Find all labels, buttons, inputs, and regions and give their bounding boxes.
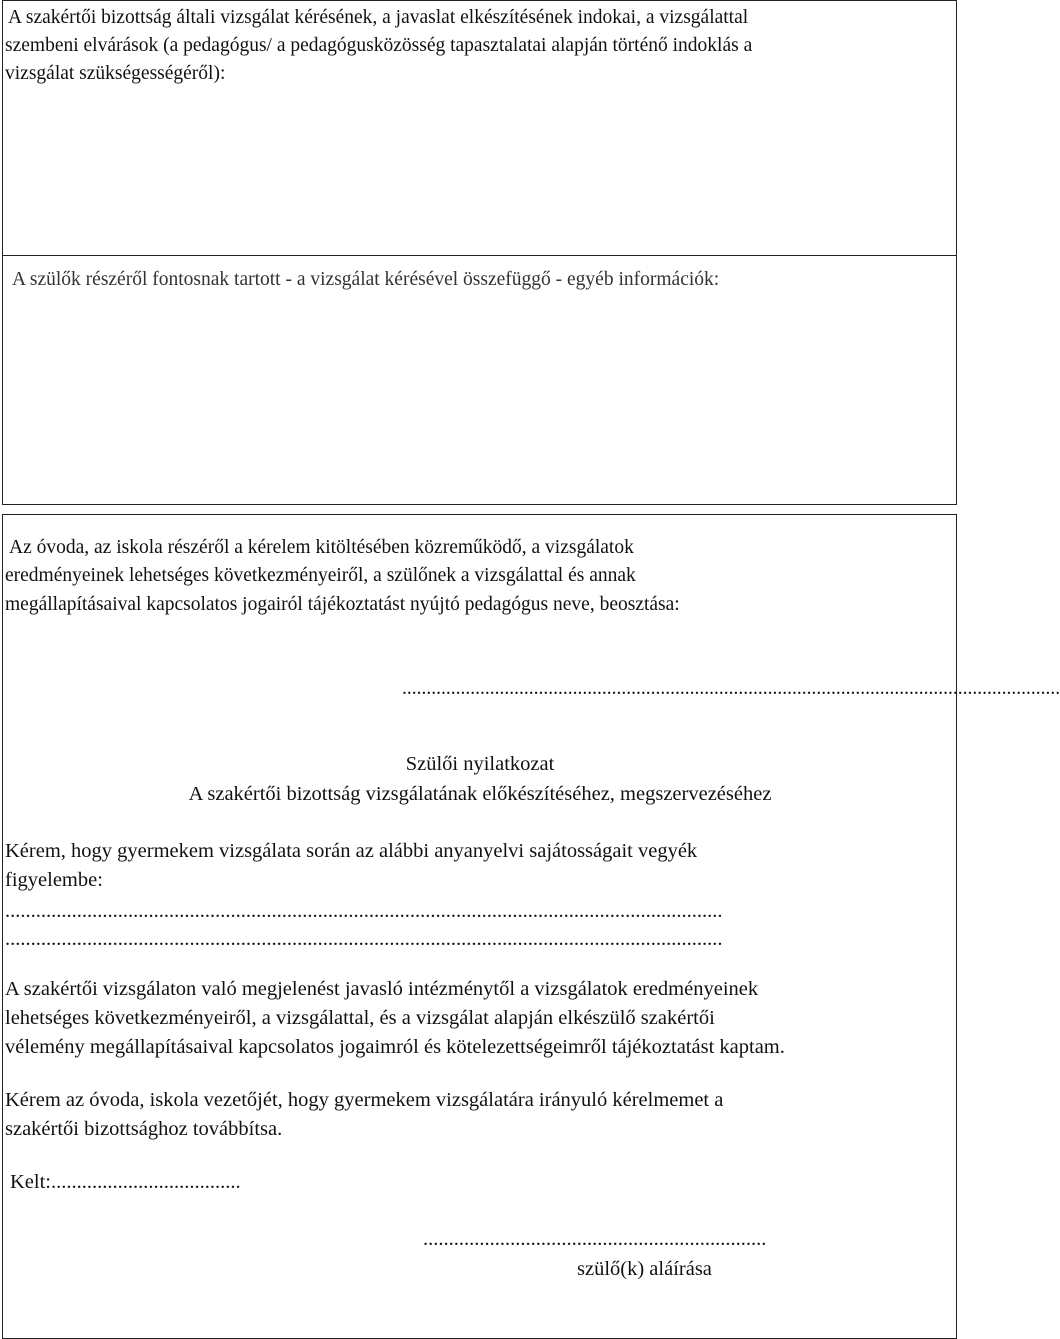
language-request-line-1: Kérem, hogy gyermekem vizsgálata során az alábbi anyanyelvi sajátosságait vegyék [5, 840, 698, 862]
pedagogue-line-3: megállapításaival kapcsolatos jogairól tájékoztatást nyújtó pedagógus neve, beosztása: [5, 594, 680, 615]
forward-request-line-2: szakértői bizottsághoz továbbítsa. [5, 1118, 283, 1140]
signature-field[interactable]: ................................................................... [423, 1228, 767, 1250]
reasons-line-3: vizsgálat szükségességéről): [5, 63, 226, 84]
info-received-line-3: vélemény megállapításaival kapcsolatos jogaimról és kötelezettségeimről tájékoztatást kaptam. [5, 1036, 785, 1058]
pedagogue-line-2: eredményeinek lehetséges következményeiről, a szülőnek a vizsgálattal és annak [5, 565, 636, 586]
parent-info-label: A szülők részéről fontosnak tartott - a vizsgálat kérésével összefüggő - egyéb információk: [12, 269, 720, 290]
language-request-line-2: figyelembe: [5, 869, 103, 891]
info-received-line-2: lehetséges következményeiről, a vizsgálattal, és a vizsgálat alapján elkészülő szakértői [5, 1007, 715, 1029]
info-received-line-1: A szakértői vizsgálaton való megjelenést javasló intézménytől a vizsgálatok eredményeinek [5, 978, 759, 1000]
reasons-line-2: szembeni elvárások (a pedagógus/ a pedagógusközösség tapasztalatai alapján történő indoklás a [5, 35, 753, 56]
signature-label: szülő(k) aláírása [577, 1258, 712, 1280]
pedagogue-name-field[interactable]: ....................................................................................................................................... [402, 678, 1060, 699]
language-field-line-2[interactable]: ............................................................................................................................................ [5, 928, 723, 950]
forward-request-line-1: Kérem az óvoda, iskola vezetőjét, hogy gyermekem vizsgálatára irányuló kérelmemet a [5, 1089, 724, 1111]
date-field[interactable]: Kelt:..................................... [10, 1171, 241, 1193]
declaration-title: Szülői nyilatkozat [405, 753, 555, 775]
language-field-line-1[interactable]: ............................................................................................................................................ [5, 900, 723, 922]
pedagogue-line-1: Az óvoda, az iskola részéről a kérelem kitöltésében közreműködő, a vizsgálatok [9, 537, 634, 558]
reasons-line-1: A szakértői bizottság általi vizsgálat kérésének, a javaslat elkészítésének indokai, a vizsgálattal [8, 7, 749, 28]
declaration-subtitle: A szakértői bizottság vizsgálatának előkészítéséhez, megszervezéséhez [188, 783, 772, 805]
